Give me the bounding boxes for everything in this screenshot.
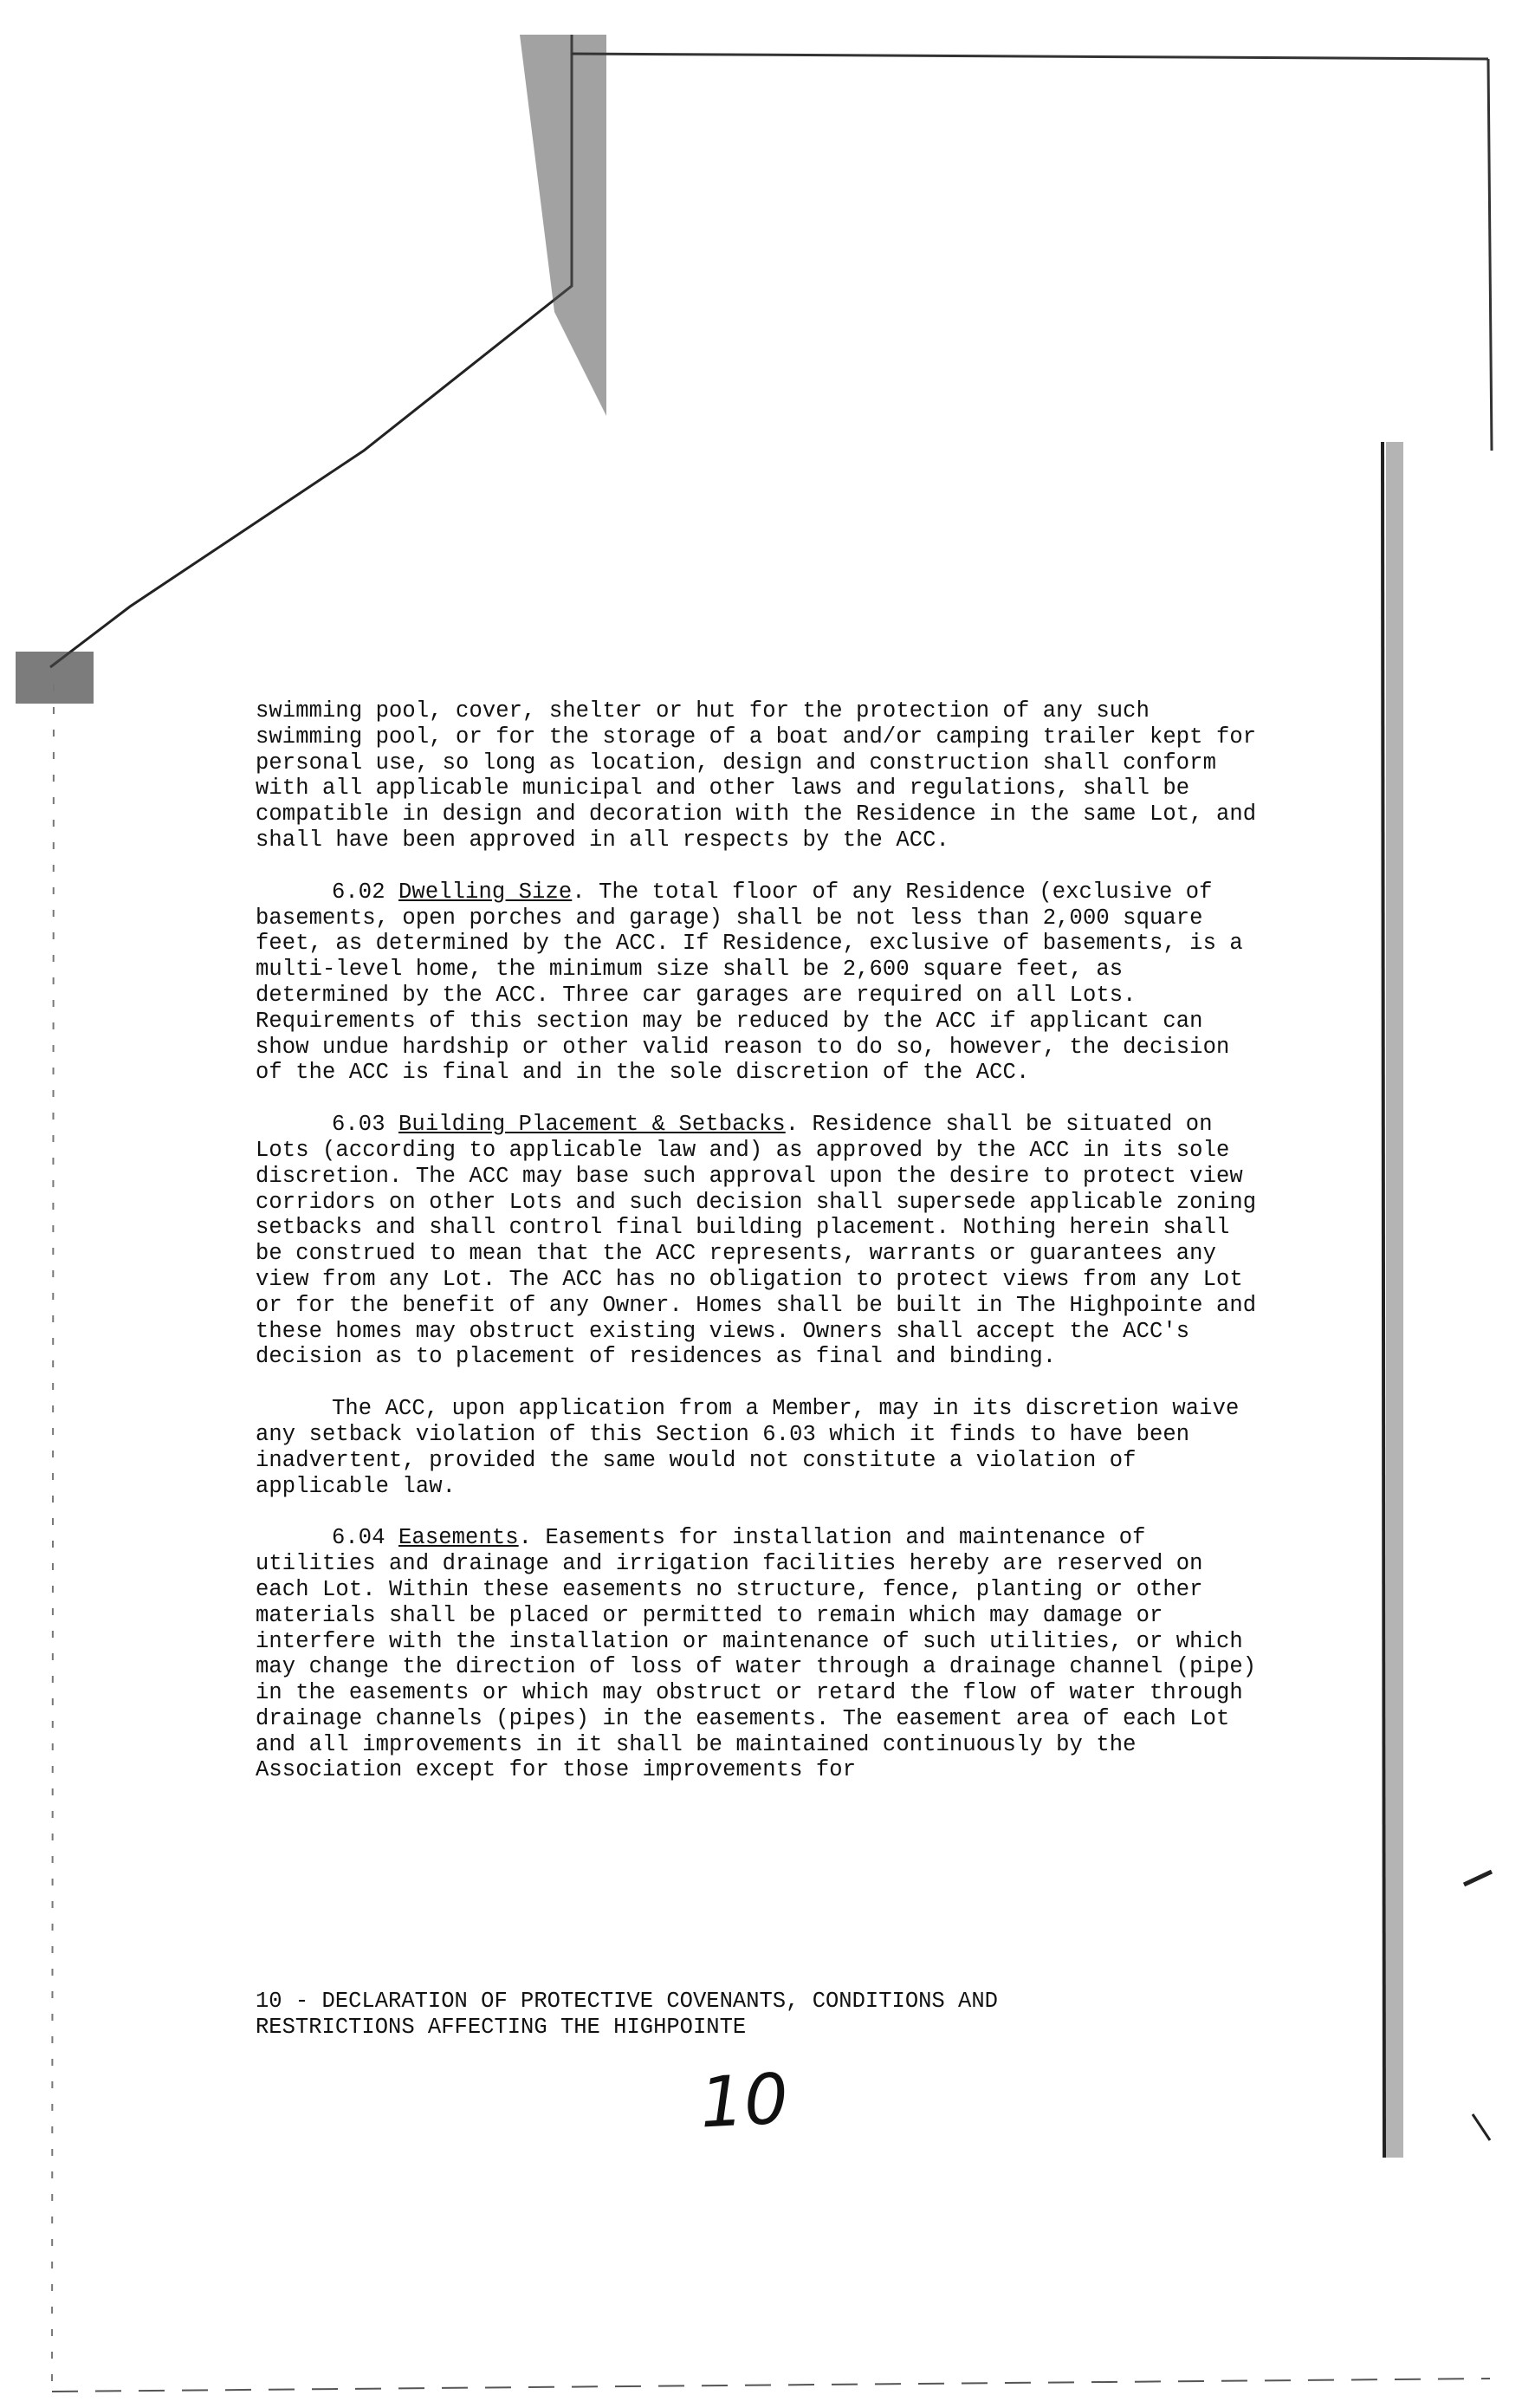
- section-text: . Residence shall be situated on Lots (according to applicable law and) as approved by the ACC in its sole discretion. The ACC may base such approval upon the desire to protect view corridors on other Lots and such decision shall supersede applicable zoning setbacks and shall control final building placement. Nothing herein shall be construed to mean that the ACC represents, warrants or guarantees any view from any Lot. The ACC has no obligation to protect views from any Lot or for the benefit of any Owner. Homes shall be built in The Highpointe and these homes may obstruct existing views. Owners shall accept the ACC's decision as to placement of residences as final and binding.: [256, 1112, 1257, 1370]
- folded-corner-shadow: [520, 35, 606, 416]
- right-border-line: [1488, 59, 1492, 451]
- folded-corner-line: [50, 35, 572, 667]
- section-heading: Easements: [398, 1525, 519, 1551]
- right-margin-mark: [1464, 1872, 1492, 1885]
- top-border-line: [572, 54, 1488, 59]
- left-edge-blob: [16, 652, 94, 704]
- right-margin-tick: [1473, 2114, 1490, 2140]
- bottom-border-line: [52, 2379, 1490, 2392]
- section-heading: Building Placement & Setbacks: [398, 1112, 786, 1138]
- continuation-paragraph: swimming pool, cover, shelter or hut for the protection of any such swimming pool, or for the storage of a boat and/or camping trailer kept for personal use, so long as location, design and construction shall conform with all applicable municipal and other laws and regulations, shall be compatible in design and decoration with the Residence in the same Lot, and shall have been approved in all respects by the ACC.: [256, 698, 1257, 853]
- waiver-text: The ACC, upon application from a Member, may in its discretion waive any setback violation of this Section 6.03 which it finds to have been inadvertent, provided the same would not constitute a violation of applicable law.: [256, 1396, 1240, 1499]
- left-edge-line: [52, 685, 54, 2392]
- setback-waiver-paragraph: [256, 1396, 1260, 1499]
- section-number: 6.02: [332, 879, 385, 905]
- section-6-04-paragraph: [256, 1525, 1260, 1783]
- section-6-03-paragraph: [256, 1112, 1260, 1370]
- section-heading: Dwelling Size: [398, 879, 573, 905]
- footer-line-1: 10 - DECLARATION OF PROTECTIVE COVENANTS, CONDITIONS AND: [256, 1989, 998, 2014]
- right-edge-line: [1383, 442, 1384, 2158]
- footer-line-2: RESTRICTIONS AFFECTING THE HIGHPOINTE: [256, 2014, 747, 2040]
- page-footer: [256, 1989, 1260, 2041]
- document-body: [256, 698, 1260, 1809]
- handwritten-page-number: 10: [697, 2058, 791, 2144]
- section-text: . The total floor of any Residence (exclusive of basements, open porches and garage) shall be not less than 2,000 square feet, as determined by the ACC. If Residence, exclusive of basements, is a multi-level home, the minimum size shall be 2,600 square feet, as determined by the ACC. Three car garages are required on all Lots. Requirements of this section may be reduced by the ACC if applicant can show undue hardship or other valid reason to do so, however, the decision of the ACC is final and in the sole discretion of the ACC.: [256, 879, 1243, 1086]
- section-number: 6.04: [332, 1525, 385, 1551]
- right-edge-noise: [1386, 442, 1403, 2158]
- section-number: 6.03: [332, 1112, 385, 1138]
- section-text: . Easements for installation and maintenance of utilities and drainage and irrigation facilities hereby are reserved on each Lot. Within these easements no structure, fence, planting or other materials shall be placed or permitted to remain which may damage or interfere with the installation or maintenance of such utilities, or which may change the direction of loss of water through a drainage channel (pipe) in the easements or which may obstruct or retard the flow of water through drainage channels (pipes) in the easements. The easement area of each Lot and all improvements in it shall be maintained continuously by the Association except for those improvements for: [256, 1525, 1257, 1783]
- section-6-02-paragraph: [256, 879, 1260, 1086]
